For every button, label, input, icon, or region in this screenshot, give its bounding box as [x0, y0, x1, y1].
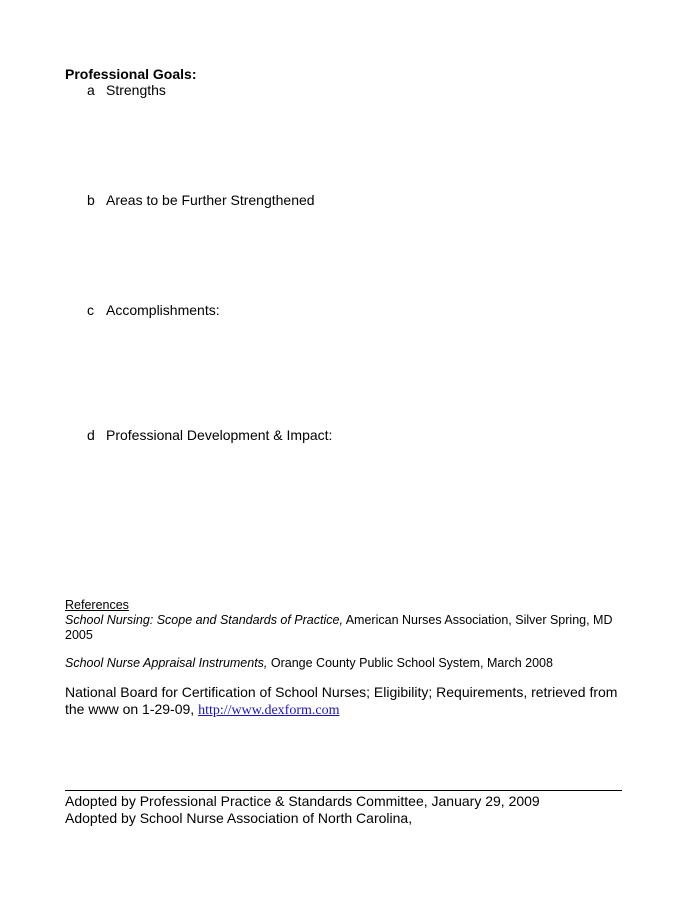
- reference-school-nursing: [65, 613, 625, 643]
- goal-letter: a: [87, 82, 95, 98]
- reference-title: School Nursing: Scope and Standards of Practice,: [65, 613, 343, 627]
- references-heading: References: [65, 598, 129, 612]
- adopted-association-line: Adopted by School Nurse Association of North Carolina,: [65, 810, 413, 826]
- reference-details: Orange County Public School System, March 2008: [267, 656, 553, 670]
- reference-details: American Nurses Association, Silver Spring, MD 2005: [65, 613, 613, 642]
- goal-label: Strengths: [106, 82, 166, 98]
- footer-divider: [65, 790, 622, 791]
- goal-label: Professional Development & Impact:: [106, 427, 333, 443]
- reference-national-board: [65, 684, 630, 719]
- reference-text: National Board for Certification of School Nurses; Eligibility; Requirements, retrieved from the www on 1-29-09,: [65, 684, 618, 717]
- professional-goals-heading: Professional Goals:: [65, 66, 197, 82]
- reference-title: School Nurse Appraisal Instruments,: [65, 656, 268, 670]
- goal-letter: c: [87, 302, 94, 318]
- dexform-link[interactable]: http://www.dexform.com: [198, 703, 340, 718]
- goal-label: Areas to be Further Strengthened: [106, 192, 315, 208]
- reference-appraisal-instruments: [65, 656, 625, 671]
- goal-letter: b: [87, 192, 95, 208]
- goal-label: Accomplishments:: [106, 302, 220, 318]
- adopted-committee-line: Adopted by Professional Practice & Standards Committee, January 29, 2009: [65, 793, 540, 809]
- goal-letter: d: [87, 427, 95, 443]
